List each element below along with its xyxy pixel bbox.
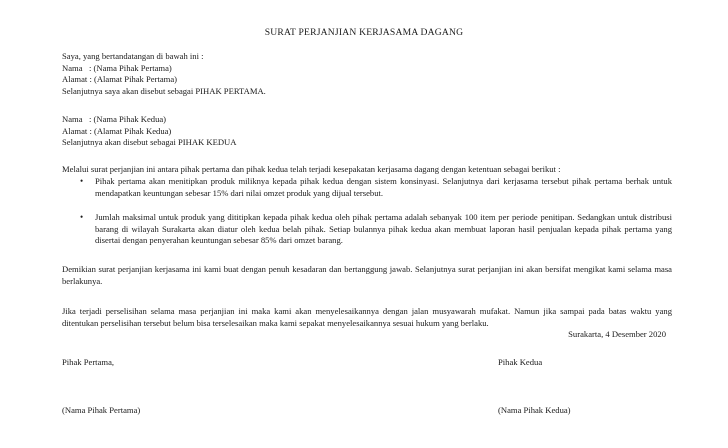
agreement-intro [62, 164, 672, 176]
signature-label-right: Pihak Kedua [498, 357, 543, 367]
agreement-intro-text: Melalui surat perjanjian ini antara pihak pertama dan pihak kedua telah terjadi kesepakatan kerjasama dagang dengan ketentuan sebagai berikut : [62, 164, 561, 174]
party-two-address: Alamat : (Alamat Pihak Kedua) [62, 125, 172, 136]
closing-paragraph: Demikian surat perjanjian kerjasama ini kami buat dengan penuh kesadaran dan bertanggung jawab. Selanjutnya surat perjanjian ini akan bersifat mengikat kami selama masa berlakunya. [62, 264, 672, 286]
bullet-icon: • [80, 212, 84, 222]
dispute-paragraph: Jika terjadi perselisihan selama masa perjanjian ini maka kami akan menyelesaikannya dengan jalan musyawarah mufakat. Namun jika sampai pada batas waktu yang ditentukan perselisihan tersebut belum bisa terselesaikan maka kami sepakat menyelesaikannya sesuai hukum yang berlaku. [62, 306, 672, 328]
terms-list [80, 176, 672, 199]
term-text: Jumlah maksimal untuk produk yang dititipkan kepada pihak kedua oleh pihak pertama adalah sebanyak 100 item per periode penitipan. Sedangkan untuk distribusi barang di wilayah Surakarta akan diatur oleh kedua belah pihak. Setiap bulannya pihak kedua akan membuat laporan hasil penjualan kepada pihak pertama yang disertai dengan penyerahan keuntungan sebesar 85% dari omzet barang. [95, 212, 672, 246]
party-two-designation: Selanjutnya akan disebut sebagai PIHAK KEDUA [62, 137, 237, 148]
party-one-intro: Saya, yang bertandatangan di bawah ini : [62, 51, 204, 61]
party-two-section [62, 114, 672, 149]
terms-list-continued [80, 212, 672, 247]
party-one-address: Alamat : (Alamat Pihak Pertama) [62, 74, 178, 85]
signatory-name-left: (Nama Pihak Pertama) [62, 405, 141, 415]
signatory-name-right: (Nama Pihak Kedua) [498, 405, 571, 415]
party-two-name: Nama : (Nama Pihak Kedua) [62, 114, 167, 124]
document-title: SURAT PERJANJIAN KERJASAMA DAGANG [264, 27, 464, 38]
signature-label-left: Pihak Pertama, [62, 357, 115, 367]
party-one-designation: Selanjutnya saya akan disebut sebagai PIHAK PERTAMA. [62, 85, 266, 96]
party-one-name: Nama : (Nama Pihak Pertama) [62, 62, 172, 73]
term-text: Pihak pertama akan menitipkan produk miliknya kepada pihak kedua dengan sistem konsinyasi. Selanjutnya dari kerjasama tersebut pihak pertama berhak untuk mendapatkan keuntungan sebesar 15% dari nilai omzet produk yang dijual tersebut. [95, 176, 672, 198]
party-one-section [62, 51, 672, 97]
place-date: Surakarta, 4 Desember 2020 [568, 329, 666, 339]
list-item [80, 212, 672, 247]
list-item [80, 176, 672, 199]
bullet-icon: • [80, 176, 84, 186]
